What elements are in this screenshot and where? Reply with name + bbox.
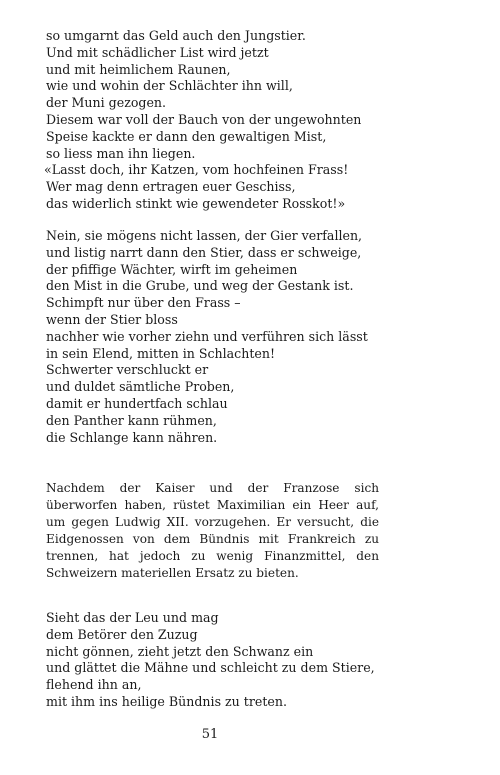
verse-line: mit ihm ins heilige Bündnis zu treten.: [46, 693, 287, 709]
verse-stanza-2: [46, 228, 476, 446]
verse-stanza-1: [46, 28, 476, 213]
verse-line: «Lasst doch, ihr Katzen, vom hochfeinen Frass!: [44, 162, 349, 178]
verse-line: der pfiffige Wächter, wirft im geheimen: [46, 261, 298, 277]
verse-line: so liess man ihn liegen.: [46, 145, 196, 161]
historical-commentary: Nachdem der Kaiser und der Franzose sich überworfen haben, rüstet Maximilian ein Heer auf, um gegen Ludwig XII. vorzugehen. Er versucht, die Eidgenossen von dem Bündnis mit Frankreich zu trennen, hat jedoch zu wenig Finanzmittel, den Schweizern materiellen Ersatz zu bieten.: [46, 481, 379, 580]
verse-line: wie und wohin der Schlächter ihn will,: [46, 78, 293, 94]
verse-line: in sein Elend, mitten in Schlachten!: [46, 345, 276, 361]
verse-line: die Schlange kann nähren.: [46, 429, 218, 445]
verse-stanza-3: [46, 610, 476, 711]
verse-line: Nein, sie mögens nicht lassen, der Gier verfallen,: [46, 228, 363, 243]
verse-line: Schwerter verschluckt er: [46, 362, 209, 378]
page-number: 51: [201, 727, 219, 742]
verse-line: Schimpft nur über den Frass –: [46, 295, 241, 311]
verse-line: und mit heimlichem Raunen,: [46, 61, 231, 77]
verse-line: nicht gönnen, zieht jetzt den Schwanz ein: [46, 643, 314, 659]
verse-line: Diesem war voll der Bauch von der ungewohnten: [46, 111, 362, 127]
verse-line: damit er hundertfach schlau: [46, 395, 228, 411]
verse-line: Sieht das der Leu und mag: [46, 610, 219, 625]
verse-line: und duldet sämtliche Proben,: [46, 379, 235, 395]
verse-line: und listig narrt dann den Stier, dass er schweige,: [46, 244, 362, 260]
verse-line: nachher wie vorher ziehn und verführen sich lässt: [46, 328, 368, 344]
verse-line: Speise kackte er dann den gewaltigen Mist,: [46, 128, 327, 144]
verse-line: flehend ihn an,: [46, 677, 142, 693]
verse-line: und glättet die Mähne und schleicht zu dem Stiere,: [46, 660, 375, 676]
verse-line: Wer mag denn ertragen euer Geschiss,: [46, 179, 296, 195]
verse-line: den Panther kann rühmen,: [46, 412, 217, 428]
verse-line: der Muni gezogen.: [46, 95, 167, 111]
verse-line: dem Betörer den Zuzug: [46, 626, 198, 642]
verse-line: das widerlich stinkt wie gewendeter Rosskot!»: [46, 195, 346, 211]
verse-line: Und mit schädlicher List wird jetzt: [46, 44, 269, 60]
verse-line: so umgarnt das Geld auch den Jungstier.: [46, 28, 306, 43]
verse-line: wenn der Stier bloss: [46, 311, 178, 327]
verse-line: den Mist in die Grube, und weg der Gestank ist.: [46, 278, 354, 294]
